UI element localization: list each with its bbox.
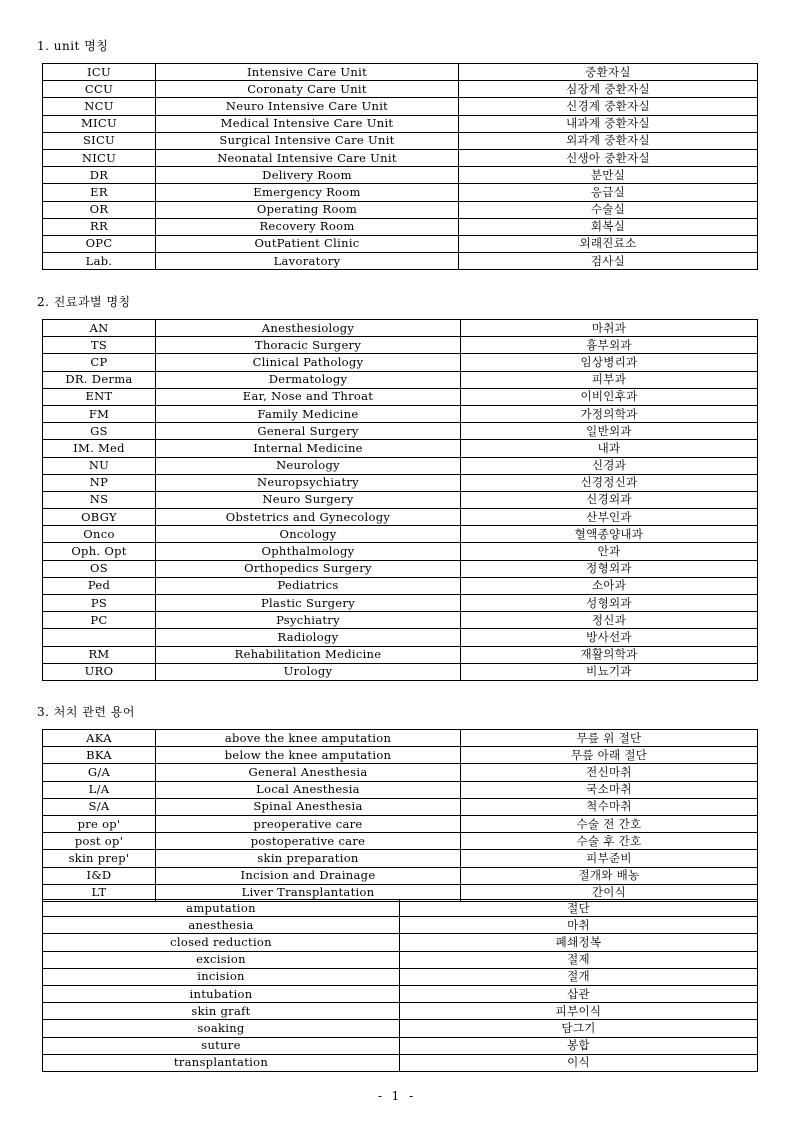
table-cell: Recovery Room [156, 218, 459, 235]
table-cell: 마취과 [461, 320, 758, 337]
table-cell: URO [43, 663, 156, 680]
table-cell: Psychiatry [156, 612, 461, 629]
table-cell: closed reduction [43, 934, 400, 951]
table-cell: skin graft [43, 1003, 400, 1020]
table-cell: 신경외과 [461, 491, 758, 508]
table-cell: Neonatal Intensive Care Unit [156, 149, 459, 166]
table-cell: 이비인후과 [461, 388, 758, 405]
table-row [43, 764, 758, 781]
page-number: - 1 - [377, 1089, 417, 1103]
table-cell: Family Medicine [156, 405, 461, 422]
section-1-title: 1. unit 명칭 [37, 39, 109, 53]
department-names-table [42, 319, 758, 681]
table-row [43, 235, 758, 252]
table-cell: 신경과 [461, 457, 758, 474]
table-row [43, 798, 758, 815]
table-cell: transplantation [43, 1054, 400, 1071]
table-cell: 절제 [400, 951, 758, 968]
table-cell: AKA [43, 730, 156, 747]
table-cell: NU [43, 457, 156, 474]
table-cell: FM [43, 405, 156, 422]
table-row [43, 132, 758, 149]
table-cell: MICU [43, 115, 156, 132]
table-row [43, 1037, 758, 1054]
table-cell: CP [43, 354, 156, 371]
table-row [43, 560, 758, 577]
table-row [43, 1003, 758, 1020]
table-cell: Lab. [43, 253, 156, 270]
table-cell: ENT [43, 388, 156, 405]
table-row [43, 577, 758, 594]
table-cell: Onco [43, 526, 156, 543]
table-cell: 성형외과 [461, 595, 758, 612]
table-cell: Urology [156, 663, 461, 680]
table-cell: 이식 [400, 1054, 758, 1071]
table-cell: S/A [43, 798, 156, 815]
table-cell: NP [43, 474, 156, 491]
table-cell: Oph. Opt [43, 543, 156, 560]
table-cell: DR [43, 167, 156, 184]
table-cell: suture [43, 1037, 400, 1054]
table-cell: 봉합 [400, 1037, 758, 1054]
table-row [43, 850, 758, 867]
table-row [43, 184, 758, 201]
table-cell: ICU [43, 64, 156, 81]
table-cell: Neurology [156, 457, 461, 474]
table-row [43, 951, 758, 968]
table-cell: 절단 [400, 900, 758, 917]
table-cell: OS [43, 560, 156, 577]
table-cell: skin preparation [156, 850, 461, 867]
table-row [43, 833, 758, 850]
table-cell: 일반외과 [461, 423, 758, 440]
table-row [43, 457, 758, 474]
table-cell: Dermatology [156, 371, 461, 388]
table-cell: Lavoratory [156, 253, 459, 270]
table-cell: NCU [43, 98, 156, 115]
table-row [43, 388, 758, 405]
table-cell: 신생아 중환자실 [459, 149, 758, 166]
table-cell: 피부과 [461, 371, 758, 388]
table-cell: postoperative care [156, 833, 461, 850]
table-cell: Local Anesthesia [156, 781, 461, 798]
table-cell: Delivery Room [156, 167, 459, 184]
section-2-title: 2. 진료과별 명칭 [37, 295, 131, 309]
table-cell [43, 629, 156, 646]
table-cell: Orthopedics Surgery [156, 560, 461, 577]
table-cell: Spinal Anesthesia [156, 798, 461, 815]
table-cell: 수술실 [459, 201, 758, 218]
table-row [43, 629, 758, 646]
table-row [43, 526, 758, 543]
table-cell: 정형외과 [461, 560, 758, 577]
table-cell: intubation [43, 985, 400, 1002]
table-cell: Intensive Care Unit [156, 64, 459, 81]
table-row [43, 81, 758, 98]
procedure-terms-table [42, 899, 758, 1072]
table-cell: 검사실 [459, 253, 758, 270]
table-cell: 신경계 중환자실 [459, 98, 758, 115]
table-cell: 방사선과 [461, 629, 758, 646]
table-cell: incision [43, 968, 400, 985]
table-row [43, 1020, 758, 1037]
table-cell: AN [43, 320, 156, 337]
table-cell: Neuropsychiatry [156, 474, 461, 491]
table-row [43, 149, 758, 166]
table-cell: skin prep' [43, 850, 156, 867]
table-cell: General Anesthesia [156, 764, 461, 781]
table-row [43, 440, 758, 457]
table-cell: IM. Med [43, 440, 156, 457]
table-cell: 내과 [461, 440, 758, 457]
table-cell: anesthesia [43, 917, 400, 934]
table-row [43, 491, 758, 508]
table-cell: 신경정신과 [461, 474, 758, 491]
table-cell: GS [43, 423, 156, 440]
table-cell: Rehabilitation Medicine [156, 646, 461, 663]
table-cell: Clinical Pathology [156, 354, 461, 371]
table-cell: SICU [43, 132, 156, 149]
table-row [43, 730, 758, 747]
table-cell: Anesthesiology [156, 320, 461, 337]
table-cell: Surgical Intensive Care Unit [156, 132, 459, 149]
table-cell: OPC [43, 235, 156, 252]
table-cell: Ear, Nose and Throat [156, 388, 461, 405]
table-cell: L/A [43, 781, 156, 798]
table-row [43, 354, 758, 371]
table-cell: NS [43, 491, 156, 508]
table-cell: 외과계 중환자실 [459, 132, 758, 149]
table-row [43, 337, 758, 354]
table-cell: 회복실 [459, 218, 758, 235]
table-cell: 안과 [461, 543, 758, 560]
table-row [43, 867, 758, 884]
table-cell: Operating Room [156, 201, 459, 218]
table-cell: DR. Derma [43, 371, 156, 388]
table-cell: 무릎 아래 절단 [461, 747, 758, 764]
procedure-abbrev-table [42, 729, 758, 902]
table-cell: 가정의학과 [461, 405, 758, 422]
table-row [43, 968, 758, 985]
table-cell: Coronaty Care Unit [156, 81, 459, 98]
table-cell: 흉부외과 [461, 337, 758, 354]
table-cell: 국소마취 [461, 781, 758, 798]
table-cell: TS [43, 337, 156, 354]
table-row [43, 781, 758, 798]
table-row [43, 320, 758, 337]
table-cell: 혈액종양내과 [461, 526, 758, 543]
table-cell: 삽관 [400, 985, 758, 1002]
table-row [43, 595, 758, 612]
table-cell: 중환자실 [459, 64, 758, 81]
table-cell: 재활의학과 [461, 646, 758, 663]
table-cell: 소아과 [461, 577, 758, 594]
table-row [43, 115, 758, 132]
table-cell: 절개 [400, 968, 758, 985]
table-row [43, 201, 758, 218]
table-cell: 전신마취 [461, 764, 758, 781]
table-row [43, 747, 758, 764]
table-cell: RM [43, 646, 156, 663]
table-row [43, 612, 758, 629]
table-cell: Neuro Surgery [156, 491, 461, 508]
table-cell: Pediatrics [156, 577, 461, 594]
table-cell: RR [43, 218, 156, 235]
table-cell: 심장계 중환자실 [459, 81, 758, 98]
table-cell: 간이식 [461, 884, 758, 901]
table-row [43, 815, 758, 832]
table-row [43, 985, 758, 1002]
table-cell: 임상병리과 [461, 354, 758, 371]
table-cell: 산부인과 [461, 509, 758, 526]
table-cell: Oncology [156, 526, 461, 543]
table-cell: Incision and Drainage [156, 867, 461, 884]
table-cell: ER [43, 184, 156, 201]
table-row [43, 371, 758, 388]
table-row [43, 509, 758, 526]
section-3-title: 3. 처치 관련 용어 [37, 705, 135, 719]
table-cell: OutPatient Clinic [156, 235, 459, 252]
table-cell: 응급실 [459, 184, 758, 201]
table-cell: PC [43, 612, 156, 629]
table-row [43, 167, 758, 184]
table-row [43, 900, 758, 917]
table-cell: OR [43, 201, 156, 218]
table-cell: Radiology [156, 629, 461, 646]
table-row [43, 474, 758, 491]
table-row [43, 218, 758, 235]
table-cell: 절개와 배농 [461, 867, 758, 884]
table-cell: 마취 [400, 917, 758, 934]
table-row [43, 253, 758, 270]
table-cell: 수술 전 간호 [461, 815, 758, 832]
table-row [43, 646, 758, 663]
table-cell: Thoracic Surgery [156, 337, 461, 354]
table-cell: post op' [43, 833, 156, 850]
table-row [43, 934, 758, 951]
table-row [43, 405, 758, 422]
table-cell: I&D [43, 867, 156, 884]
table-cell: G/A [43, 764, 156, 781]
table-cell: pre op' [43, 815, 156, 832]
table-cell: Ped [43, 577, 156, 594]
table-cell: Internal Medicine [156, 440, 461, 457]
table-row [43, 98, 758, 115]
table-cell: NICU [43, 149, 156, 166]
table-cell: Medical Intensive Care Unit [156, 115, 459, 132]
table-cell: below the knee amputation [156, 747, 461, 764]
table-cell: 내과계 중환자실 [459, 115, 758, 132]
table-cell: preoperative care [156, 815, 461, 832]
table-cell: Ophthalmology [156, 543, 461, 560]
table-cell: BKA [43, 747, 156, 764]
table-cell: OBGY [43, 509, 156, 526]
table-cell: 무릎 위 절단 [461, 730, 758, 747]
table-cell: PS [43, 595, 156, 612]
table-cell: Liver Transplantation [156, 884, 461, 901]
table-row [43, 543, 758, 560]
table-cell: 척수마취 [461, 798, 758, 815]
table-row [43, 1054, 758, 1071]
table-cell: Neuro Intensive Care Unit [156, 98, 459, 115]
table-cell: above the knee amputation [156, 730, 461, 747]
table-cell: excision [43, 951, 400, 968]
unit-names-table [42, 63, 758, 270]
table-cell: 담그기 [400, 1020, 758, 1037]
table-cell: 비뇨기과 [461, 663, 758, 680]
table-cell: CCU [43, 81, 156, 98]
table-row [43, 64, 758, 81]
table-cell: Obstetrics and Gynecology [156, 509, 461, 526]
table-cell: LT [43, 884, 156, 901]
table-cell: 분만실 [459, 167, 758, 184]
table-cell: General Surgery [156, 423, 461, 440]
table-row [43, 917, 758, 934]
table-row [43, 423, 758, 440]
table-cell: amputation [43, 900, 400, 917]
table-cell: 수술 후 간호 [461, 833, 758, 850]
table-cell: 폐쇄정복 [400, 934, 758, 951]
table-cell: 피부준비 [461, 850, 758, 867]
table-row [43, 663, 758, 680]
table-cell: soaking [43, 1020, 400, 1037]
table-cell: 외래진료소 [459, 235, 758, 252]
table-cell: Plastic Surgery [156, 595, 461, 612]
table-cell: Emergency Room [156, 184, 459, 201]
table-cell: 정신과 [461, 612, 758, 629]
table-cell: 피부이식 [400, 1003, 758, 1020]
